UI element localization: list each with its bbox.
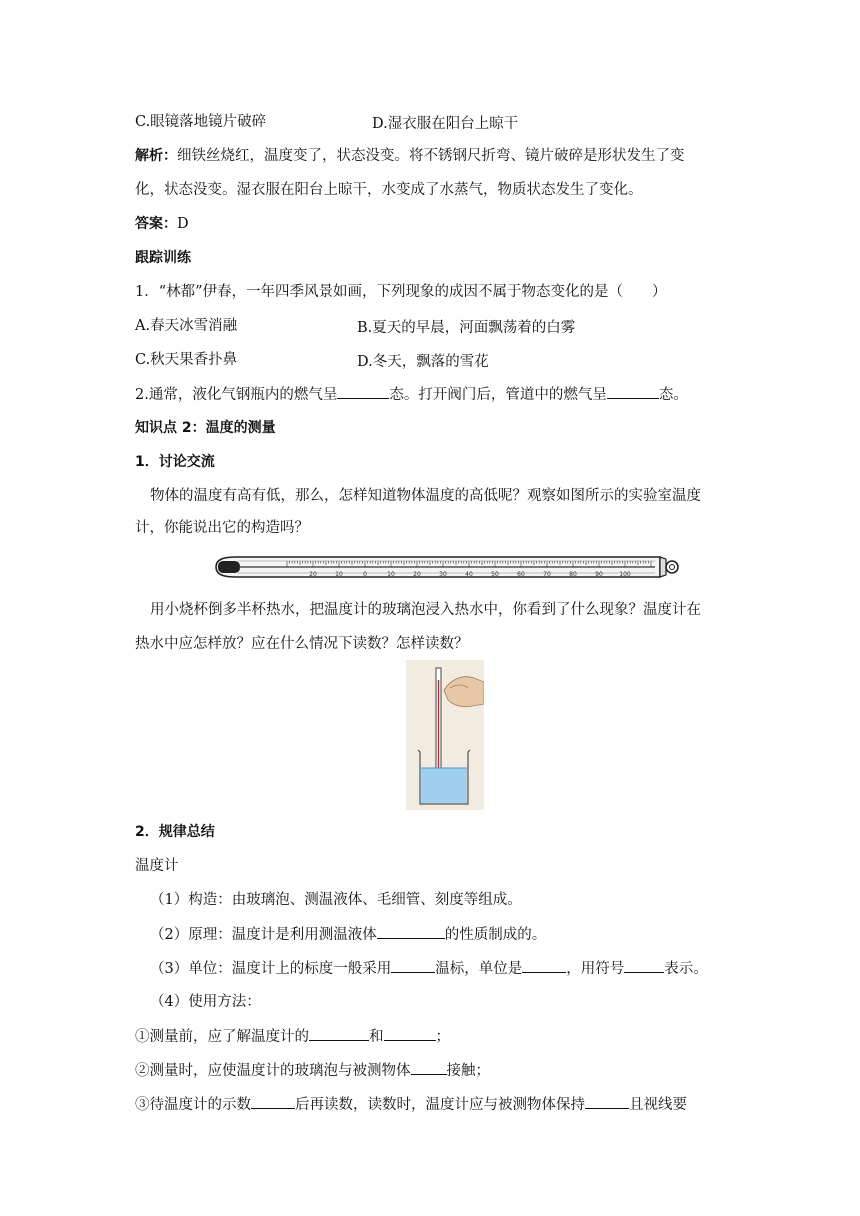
option-d: D.湿衣服在阳台上晾干 <box>372 116 519 132</box>
scale-label: 20 <box>309 571 317 578</box>
beaker-thermometer-figure <box>406 660 484 810</box>
answer-blank[interactable] <box>522 958 566 973</box>
item-3-text-c: ，用符号 <box>566 961 625 977</box>
scale-label: 0 <box>363 571 367 578</box>
answer-blank[interactable] <box>309 1026 369 1041</box>
scale-label: 60 <box>517 571 525 578</box>
answer-blank[interactable] <box>384 1026 436 1041</box>
analysis-label: 解析： <box>135 148 177 164</box>
q2-text-c: 态。 <box>658 387 688 403</box>
answer-blank[interactable] <box>391 958 435 973</box>
paragraph-1-line-2: 计，你能说出它的构造吗？ <box>135 520 309 536</box>
scale-label: 10 <box>387 571 395 578</box>
item-3-text-b: 温标，单位是 <box>435 961 523 977</box>
item-2-text-a: （2）原理：温度计是利用测温液体 <box>150 927 377 943</box>
answer-label: 答案： <box>135 216 177 232</box>
usage-1-text-a: ①测量前，应了解温度计的 <box>135 1029 309 1045</box>
answer-blank[interactable] <box>607 384 659 399</box>
scale-label: 10 <box>335 571 343 578</box>
term-thermometer: 温度计 <box>135 858 179 874</box>
answer-blank[interactable] <box>585 1094 629 1109</box>
analysis-line-1 <box>135 146 685 166</box>
usage-3-text-c: 且视线要 <box>629 1097 687 1113</box>
usage-1-text-b: 和 <box>369 1029 384 1045</box>
usage-3-text-a: ③待温度计的示数 <box>135 1097 251 1113</box>
scale-label: 20 <box>413 571 421 578</box>
scale-label: 90 <box>595 571 603 578</box>
usage-1 <box>135 1026 450 1047</box>
usage-1-text-c: ； <box>435 1029 450 1045</box>
scale-label: 50 <box>491 571 499 578</box>
item-3-text-d: 表示。 <box>664 961 708 977</box>
q2-text-a: 2.通常，液化气钢瓶内的燃气呈 <box>135 387 338 403</box>
answer-blank[interactable] <box>251 1094 295 1109</box>
usage-3-text-b: 后再读数，读数时，温度计应与被测物体保持 <box>295 1097 585 1113</box>
usage-2-text-a: ②测量时，应使温度计的玻璃泡与被测物体 <box>135 1063 411 1079</box>
paragraph-1-line-1: 物体的温度有高有低，那么，怎样知道物体温度的高低呢？观察如图所示的实验室温度 <box>150 488 701 504</box>
item-1: （1）构造：由玻璃泡、测温液体、毛细管、刻度等组成。 <box>150 892 522 908</box>
practice-q1-option-b: B.夏天的早晨，河面飘荡着的白雾 <box>357 320 576 336</box>
scale-label: 40 <box>465 571 473 578</box>
scale-label: 30 <box>439 571 447 578</box>
section-1-title: 1．讨论交流 <box>135 454 215 470</box>
kp2-title: 知识点 2：温度的测量 <box>135 420 276 436</box>
scale-label: 100 <box>619 571 631 578</box>
analysis-text-1: 细铁丝烧红，温度变了，状态没变。将不锈钢尺折弯、镜片破碎是形状发生了变 <box>177 148 685 164</box>
answer-blank[interactable] <box>624 958 664 973</box>
item-4: （4）使用方法： <box>150 994 261 1010</box>
paragraph-2-line-1: 用小烧杯倒多半杯热水，把温度计的玻璃泡浸入热水中，你看到了什么现象？温度计在 <box>150 602 701 618</box>
item-2-text-b: 的性质制成的。 <box>444 927 547 943</box>
practice-q1: 1．“林都”伊春，一年四季风景如画，下列现象的成因不属于物态变化的是（ ） <box>135 284 667 300</box>
answer-blank[interactable] <box>411 1060 447 1075</box>
practice-title: 跟踪训练 <box>135 250 191 266</box>
usage-3 <box>135 1094 687 1115</box>
scale-label: 70 <box>543 571 551 578</box>
section-2-title: 2．规律总结 <box>135 824 215 840</box>
analysis-line-2: 化，状态没变。湿衣服在阳台上晾干，水变成了水蒸气，物质状态发生了变化。 <box>135 182 643 198</box>
usage-2-text-b: 接触； <box>446 1063 490 1079</box>
item-3 <box>150 958 708 979</box>
practice-q2 <box>135 384 688 405</box>
practice-q1-option-a: A.春天冰雪消融 <box>135 318 238 334</box>
answer-value: D <box>177 216 189 232</box>
answer-line <box>135 214 189 234</box>
practice-q1-option-c: C.秋天果香扑鼻 <box>135 352 238 368</box>
usage-2 <box>135 1060 490 1081</box>
practice-q1-option-d: D.冬天，飘落的雪花 <box>357 354 489 370</box>
item-2 <box>150 924 546 945</box>
q2-text-b: 态。打开阀门后，管道中的燃气呈 <box>389 387 607 403</box>
item-3-text-a: （3）单位：温度计上的标度一般采用 <box>150 961 392 977</box>
option-c: C.眼镜落地镜片破碎 <box>135 114 267 130</box>
scale-label: 80 <box>569 571 577 578</box>
answer-blank[interactable] <box>377 924 445 939</box>
answer-blank[interactable] <box>337 384 389 399</box>
paragraph-2-line-2: 热水中应怎样放？应在什么情况下读数？怎样读数？ <box>135 636 469 652</box>
thermometer-figure <box>210 550 680 584</box>
